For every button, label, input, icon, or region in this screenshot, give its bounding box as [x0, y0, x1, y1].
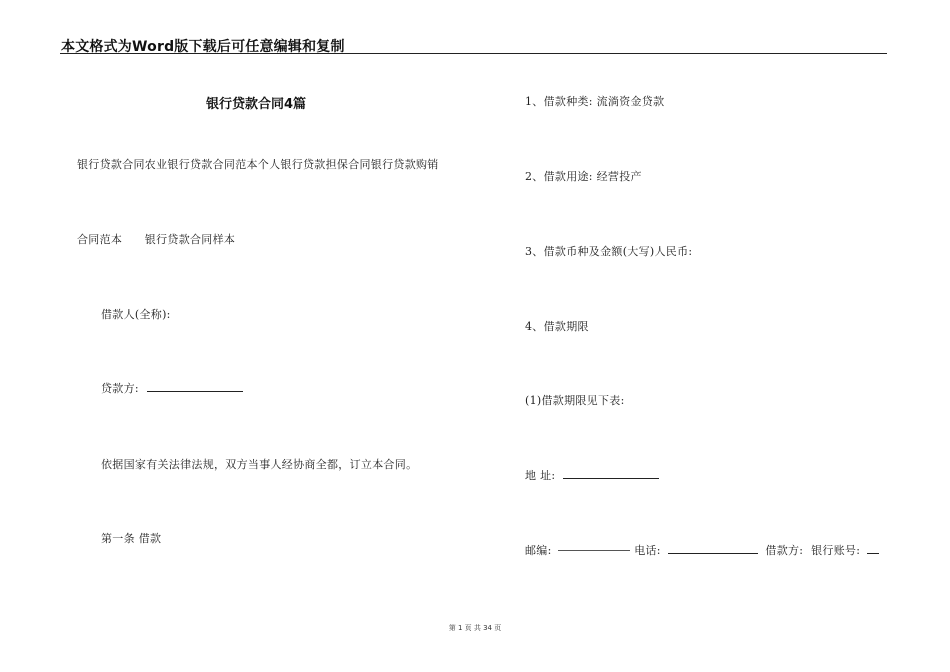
phone-label: 电话: [634, 544, 661, 557]
legal-basis-text: 依据国家有关法律法规，双方当事人经协商全都，订立本合同。 [101, 458, 418, 471]
header-banner: 本文格式为Word版下载后可任意编辑和复制 [61, 39, 345, 55]
header-divider [60, 53, 887, 54]
loan-type-item: 1、借款种类: 流淌资金贷款 [525, 95, 665, 108]
borrower-name-label: 借款人(全称): [101, 308, 171, 321]
bank-account-label: 银行账号: [811, 544, 861, 557]
document-title: 银行贷款合同4篇 [206, 97, 307, 112]
lender-field [101, 380, 243, 396]
bank-account-blank-line [867, 543, 879, 554]
address-field [525, 467, 659, 483]
postcode-label: 邮编: [525, 544, 552, 557]
loan-currency-item: 3、借款币种及金额(大写)人民币: [525, 245, 693, 258]
address-blank-line [563, 468, 659, 479]
lender-blank-line [147, 381, 243, 392]
postcode-blank-line [558, 549, 630, 551]
loan-term-item: 4、借款期限 [525, 320, 589, 333]
loan-purpose-item: 2、借款用途: 经营投产 [525, 170, 642, 183]
address-label: 地 址: [525, 469, 556, 482]
loan-term-table-note: (1)借款期限见下表: [525, 394, 625, 407]
article-1-heading: 第一条 借款 [101, 532, 162, 545]
lender-label: 贷款方: [101, 382, 139, 395]
phone-blank-line [668, 543, 758, 554]
contact-field-row [525, 542, 879, 558]
page-footer: 第 1 页 共 34 页 [448, 624, 502, 632]
intro-line-2: 合同范本 银行贷款合同样本 [77, 233, 236, 246]
intro-line-1: 银行贷款合同农业银行贷款合同范本个人银行贷款担保合同银行贷款购销 [77, 158, 439, 171]
borrower-signature-label: 借款方: [765, 544, 804, 557]
